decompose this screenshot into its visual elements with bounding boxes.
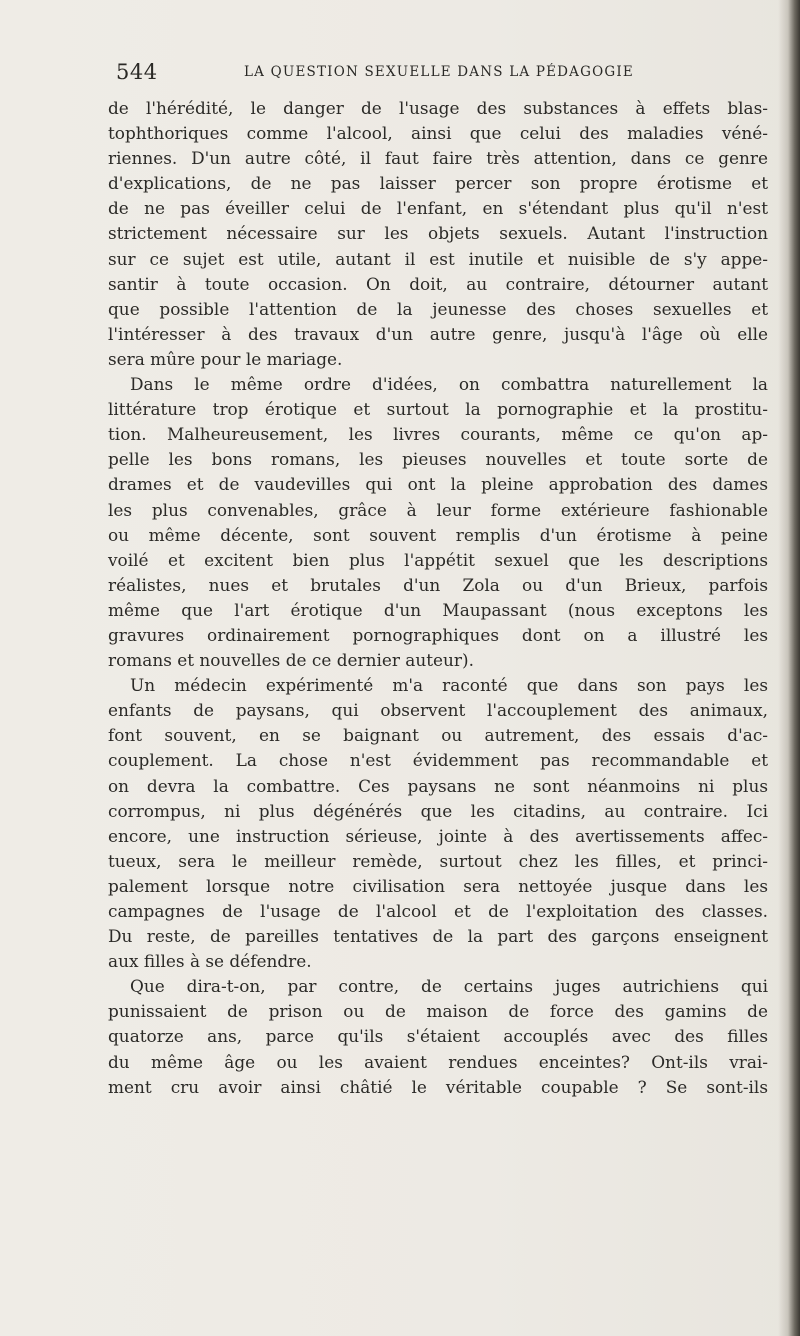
text-line: enfants de paysans, qui observent l'accouplement des animaux,	[108, 700, 768, 721]
text-line: l'intéresser à des travaux d'un autre genre, jusqu'à l'âge où elle	[108, 323, 768, 344]
text-line: ou même décente, sont souvent remplis d'un érotisme à peine	[108, 524, 768, 545]
running-title: LA QUESTION SEXUELLE DANS LA PÉDAGOGIE	[244, 64, 634, 80]
text-line: sur ce sujet est utile, autant il est inutile et nuisible de s'y appe-	[108, 248, 768, 269]
text-line: de l'hérédité, le danger de l'usage des substances à effets blas-	[108, 98, 768, 118]
text-line: même que l'art érotique d'un Maupassant (nous exceptons les	[108, 599, 768, 620]
text-line: couplement. La chose n'est évidemment pas recommandable et	[108, 750, 768, 771]
text-line: on devra la combattre. Ces paysans ne sont néanmoins ni plus	[108, 775, 768, 796]
text-line: du même âge ou les avaient rendues enceintes? Ont-ils vrai-	[108, 1051, 768, 1072]
text-line: Un médecin expérimenté m'a raconté que dans son pays les	[130, 675, 768, 696]
text-line: punissaient de prison ou de maison de force des gamins de	[108, 1001, 768, 1022]
text-line: tueux, sera le meilleur remède, surtout chez les filles, et princi-	[108, 850, 768, 871]
page-edge-shadow	[778, 0, 800, 1336]
page-number: 544	[116, 60, 158, 84]
text-line: santir à toute occasion. On doit, au contraire, détourner autant	[108, 273, 768, 294]
text-line: réalistes, nues et brutales d'un Zola ou d'un Brieux, parfois	[108, 574, 768, 595]
text-line: corrompus, ni plus dégénérés que les citadins, au contraire. Ici	[108, 800, 768, 821]
text-line: Du reste, de pareilles tentatives de la part des garçons enseignent	[108, 926, 768, 947]
text-line: littérature trop érotique et surtout la pornographie et la prostitu-	[108, 399, 768, 420]
running-head	[116, 60, 736, 86]
text-line: sera mûre pour le mariage.	[108, 348, 343, 369]
text-line: Dans le même ordre d'idées, on combattra naturellement la	[130, 374, 768, 395]
text-line: tophthoriques comme l'alcool, ainsi que celui des maladies véné-	[108, 123, 768, 144]
text-line: que possible l'attention de la jeunesse des choses sexuelles et	[108, 298, 768, 319]
text-line: font souvent, en se baignant ou autrement, des essais d'ac-	[108, 725, 768, 746]
text-line: ment cru avoir ainsi châtié le véritable coupable ? Se sont-ils	[108, 1076, 768, 1097]
text-line: pelle les bons romans, les pieuses nouvelles et toute sorte de	[108, 449, 768, 470]
text-line: palement lorsque notre civilisation sera nettoyée jusque dans les	[108, 875, 768, 896]
text-line: Que dira-t-on, par contre, de certains juges autrichiens qui	[130, 976, 768, 997]
text-line: encore, une instruction sérieuse, jointe à des avertissements affec-	[108, 825, 768, 846]
text-line: romans et nouvelles de ce dernier auteur).	[108, 650, 474, 671]
text-line: tion. Malheureusement, les livres courants, même ce qu'on ap-	[108, 424, 768, 445]
text-line: de ne pas éveiller celui de l'enfant, en s'étendant plus qu'il n'est	[108, 198, 768, 219]
text-line: les plus convenables, grâce à leur forme extérieure fashionable	[108, 499, 768, 520]
text-line: d'explications, de ne pas laisser percer son propre érotisme et	[108, 173, 768, 194]
body-text	[108, 96, 768, 1100]
text-line: quatorze ans, parce qu'ils s'étaient accouplés avec des filles	[108, 1026, 768, 1047]
text-line: aux filles à se défendre.	[108, 951, 312, 972]
text-line: gravures ordinairement pornographiques dont on a illustré les	[108, 624, 768, 645]
text-line: drames et de vaudevilles qui ont la pleine approbation des dames	[108, 474, 768, 495]
text-line: riennes. D'un autre côté, il faut faire très attention, dans ce genre	[108, 148, 768, 169]
text-line: voilé et excitent bien plus l'appétit sexuel que les descriptions	[108, 549, 768, 570]
text-line: strictement nécessaire sur les objets sexuels. Autant l'instruction	[108, 223, 768, 244]
text-line: campagnes de l'usage de l'alcool et de l'exploitation des classes.	[108, 901, 768, 921]
